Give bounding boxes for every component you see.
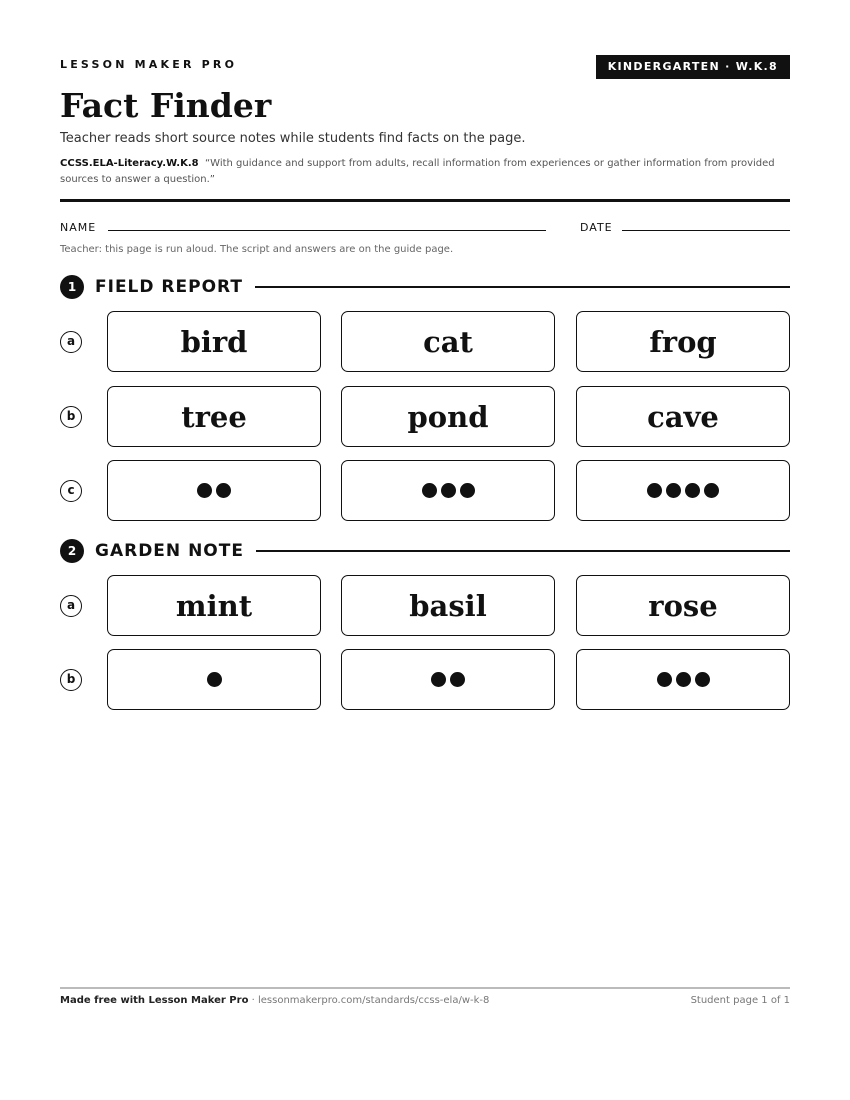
answer-card[interactable] [576, 311, 790, 372]
answer-card[interactable] [341, 386, 555, 447]
brand-name: LESSON MAKER PRO [60, 58, 238, 71]
dot-icon [704, 483, 719, 498]
dot-count [197, 483, 231, 498]
card-word: pond [407, 399, 489, 434]
answer-card[interactable] [107, 575, 321, 636]
name-label: NAME [60, 221, 97, 234]
page-number: Student page 1 of 1 [690, 995, 790, 1006]
section-rule [255, 286, 790, 288]
date-field[interactable] [622, 230, 790, 231]
dot-count [657, 672, 710, 687]
answer-card[interactable] [341, 649, 555, 710]
dot-icon [431, 672, 446, 687]
card-word: rose [648, 588, 718, 623]
name-field[interactable] [108, 230, 546, 231]
row-letter-badge: b [60, 406, 82, 428]
section-number-badge: 1 [60, 275, 84, 299]
standard-text: “With guidance and support from adults, recall information from experiences or gather information from provided sources to answer a question.” [60, 158, 775, 185]
footer-separator: · [248, 995, 258, 1006]
dot-count [431, 672, 465, 687]
dot-icon [460, 483, 475, 498]
dot-icon [422, 483, 437, 498]
card-word: cat [423, 324, 473, 359]
section-title: GARDEN NOTE [95, 540, 256, 562]
standard-code: CCSS.ELA-Literacy.W.K.8 [60, 158, 199, 169]
footer-credit [60, 995, 489, 1006]
row-letter-badge: b [60, 669, 82, 691]
footer-url[interactable]: lessonmakerpro.com/standards/ccss-ela/w-k-8 [257, 995, 490, 1006]
teacher-note: Teacher: this page is run aloud. The script and answers are on the guide page. [60, 244, 454, 255]
section-rule [256, 550, 790, 552]
section-header [60, 539, 790, 563]
section-header [60, 275, 790, 299]
dot-icon [666, 483, 681, 498]
section-title: FIELD REPORT [95, 276, 255, 298]
dot-icon [441, 483, 456, 498]
section-number-badge: 2 [60, 539, 84, 563]
footer-made-with: Made free with Lesson Maker Pro [60, 995, 249, 1006]
row-letter-badge: a [60, 595, 82, 617]
dot-icon [207, 672, 222, 687]
dot-count [422, 483, 475, 498]
standard-description [60, 156, 790, 188]
card-word: bird [180, 324, 248, 359]
answer-card[interactable] [576, 386, 790, 447]
row-letter-badge: c [60, 480, 82, 502]
dot-count [647, 483, 719, 498]
footer-divider [60, 987, 790, 989]
dot-icon [450, 672, 465, 687]
dot-icon [685, 483, 700, 498]
answer-card[interactable] [576, 460, 790, 521]
card-word: cave [647, 399, 719, 434]
answer-card[interactable] [107, 649, 321, 710]
dot-icon [647, 483, 662, 498]
answer-card[interactable] [341, 575, 555, 636]
dot-icon [197, 483, 212, 498]
answer-card[interactable] [341, 311, 555, 372]
row-letter-badge: a [60, 331, 82, 353]
dot-icon [676, 672, 691, 687]
card-word: frog [649, 324, 717, 359]
answer-card[interactable] [107, 386, 321, 447]
answer-card[interactable] [576, 575, 790, 636]
dot-icon [657, 672, 672, 687]
grade-standard-badge: KINDERGARTEN · W.K.8 [596, 55, 790, 79]
card-word: mint [175, 588, 253, 623]
card-word: basil [409, 588, 487, 623]
card-word: tree [181, 399, 247, 434]
answer-card[interactable] [107, 460, 321, 521]
page-title: Fact Finder [60, 86, 272, 125]
dot-count [207, 672, 222, 687]
dot-icon [695, 672, 710, 687]
date-label: DATE [580, 221, 613, 234]
answer-card[interactable] [576, 649, 790, 710]
header-divider [60, 199, 790, 202]
dot-icon [216, 483, 231, 498]
answer-card[interactable] [341, 460, 555, 521]
page-subtitle: Teacher reads short source notes while students find facts on the page. [60, 131, 526, 146]
answer-card[interactable] [107, 311, 321, 372]
